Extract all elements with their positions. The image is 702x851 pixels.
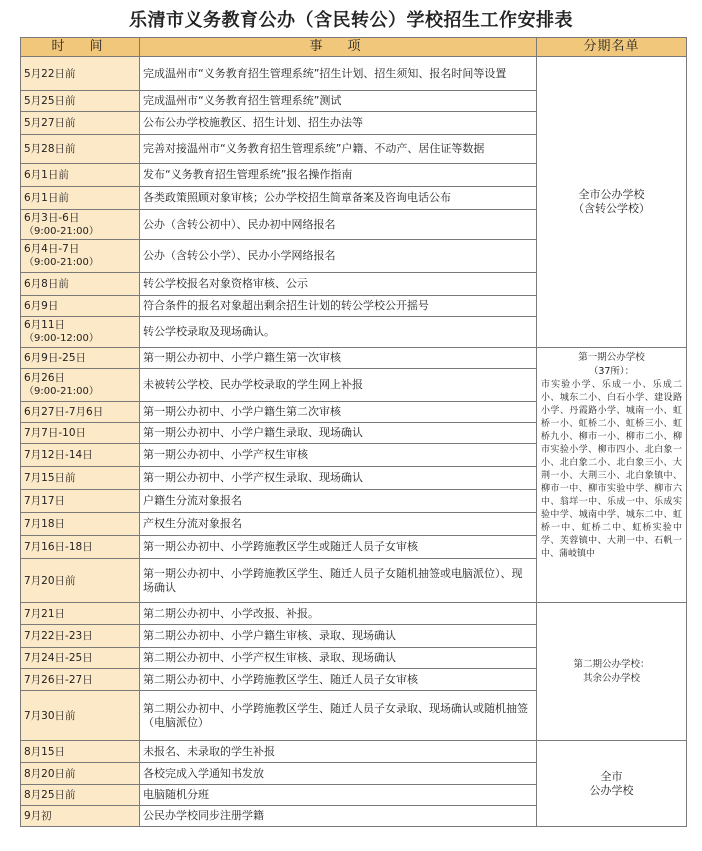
row-time: 6月9日-25日 [21, 348, 140, 369]
row-time: 7月21日 [21, 603, 140, 625]
schedule-table [20, 37, 687, 827]
row-event: 完成温州市“义务教育招生管理系统”测试 [140, 91, 537, 112]
phase-one-schools: 市实验小学、乐成一小、乐成二小、城东二小、白石小学、建设路小学、丹霞路小学、城南一小、虹桥一小、虹桥二小、虹桥三小、虹桥九小、柳市一小、柳市二小、柳市实验小学、柳市四小、北白象一小、北白象二小、北白象三小、大荆一小、大荆三小、北白象镇中、柳市一中、柳市实验中学、柳市六中、翁垟一中、乐成一中、乐成实验中学、城南中学、城东二中、虹桥一中、虹桥二中、虹桥实验中学、芙蓉镇中、大荆一中、石帆一中、蒲岐镇中 [541, 380, 682, 559]
row-time: 7月26日-27日 [21, 669, 140, 691]
row-time: 7月18日 [21, 513, 140, 536]
row-event: 公办（含转公小学）、民办小学网络报名 [140, 240, 537, 273]
row-time-date: 6月4日-7日 [24, 243, 80, 255]
row-time [21, 369, 140, 402]
header-time: 时 间 [21, 38, 140, 57]
phase-one-title: 第一期公办学校 [578, 352, 645, 363]
header-phase: 分期名单 [537, 38, 687, 57]
phase-all-city-end-line2: 公办学校 [589, 783, 634, 797]
row-event: 公民办学校同步注册学籍 [140, 806, 537, 827]
row-time-hours: （9:00-21:00） [24, 225, 99, 237]
table-row [21, 741, 687, 763]
page-title: 乐清市义务教育公办（含民转公）学校招生工作安排表 [129, 10, 573, 31]
row-time: 7月20日前 [21, 559, 140, 603]
phase-all-city-line2: （含转公学校） [573, 202, 650, 215]
row-event: 产权生分流对象报名 [140, 513, 537, 536]
row-event: 第一期公办初中、小学跨施教区学生、随迁人员子女随机抽签或电脑派位）、现场确认 [140, 559, 537, 603]
row-time [21, 210, 140, 240]
phase-all-city-end [537, 741, 687, 827]
row-time: 6月27日-7月6日 [21, 402, 140, 423]
row-event: 各类政策照顾对象审核；公办学校招生简章备案及咨询电话公布 [140, 187, 537, 210]
row-event: 公办（含转公初中）、民办初中网络报名 [140, 210, 537, 240]
row-time-hours: （9:00-21:00） [24, 257, 99, 268]
row-event: 第二期公办初中、小学跨施教区学生、随迁人员子女录取、现场确认或随机抽签（电脑派位） [140, 691, 537, 741]
row-time: 7月15日前 [21, 467, 140, 490]
row-event: 电脑随机分班 [140, 785, 537, 806]
row-time: 6月1日前 [21, 164, 140, 187]
row-event: 户籍生分流对象报名 [140, 490, 537, 513]
row-time: 8月25日前 [21, 785, 140, 806]
row-time-date: 6月11日 [24, 319, 66, 331]
row-time: 7月22日-23日 [21, 625, 140, 648]
row-time-date: 6月26日 [24, 372, 66, 384]
row-time: 5月28日前 [21, 135, 140, 164]
table-row [21, 603, 687, 625]
table-row [21, 348, 687, 369]
row-time-hours: （9:00-21:00） [24, 386, 99, 397]
phase-one [537, 348, 687, 603]
row-event: 完善对接温州市“义务教育招生管理系统”户籍、不动产、居住证等数据 [140, 135, 537, 164]
row-event: 第二期公办初中、小学跨施教区学生、随迁人员子女审核 [140, 669, 537, 691]
phase-all-city-end-line1: 全市 [600, 769, 623, 783]
phase-two [537, 603, 687, 741]
row-event: 第一期公办初中、小学户籍生录取、现场确认 [140, 423, 537, 444]
row-event: 未被转公学校、民办学校录取的学生网上补报 [140, 369, 537, 402]
row-event: 完成温州市“义务教育招生管理系统”招生计划、招生须知、报名时间等设置 [140, 57, 537, 91]
row-event: 第二期公办初中、小学产权生审核、录取、现场确认 [140, 648, 537, 669]
row-event: 第一期公办初中、小学产权生录取、现场确认 [140, 467, 537, 490]
row-event: 转公学校报名对象资格审核、公示 [140, 273, 537, 296]
phase-two-line2: 其余公办学校 [582, 672, 640, 684]
row-event: 各校完成入学通知书发放 [140, 763, 537, 785]
row-time: 7月17日 [21, 490, 140, 513]
row-event: 未报名、未录取的学生补报 [140, 741, 537, 763]
phase-one-count: （37所）： [588, 366, 635, 377]
row-time: 7月7日-10日 [21, 423, 140, 444]
row-event: 转公学校录取及现场确认。 [140, 317, 537, 348]
phase-two-line1: 第二期公办学校： [573, 658, 650, 670]
row-time: 6月8日前 [21, 273, 140, 296]
phase-all-city [537, 57, 687, 348]
table-row [21, 57, 687, 91]
row-event: 第二期公办初中、小学户籍生审核、录取、现场确认 [140, 625, 537, 648]
row-time-hours: （9:00-12:00） [24, 333, 99, 344]
row-time: 5月27日前 [21, 112, 140, 135]
row-time: 7月16日-18日 [21, 536, 140, 559]
row-event: 公布公办学校施教区、招生计划、招生办法等 [140, 112, 537, 135]
row-time-date: 6月3日-6日 [24, 211, 80, 224]
row-time: 7月12日-14日 [21, 444, 140, 467]
header-row [21, 38, 687, 57]
row-time: 8月15日 [21, 741, 140, 763]
row-event: 发布“义务教育招生管理系统”报名操作指南 [140, 164, 537, 187]
row-event: 第一期公办初中、小学户籍生第二次审核 [140, 402, 537, 423]
row-time: 5月22日前 [21, 57, 140, 91]
row-event: 第一期公办初中、小学产权生审核 [140, 444, 537, 467]
row-time: 9月初 [21, 806, 140, 827]
row-event: 第二期公办初中、小学改报、补报。 [140, 603, 537, 625]
row-event: 第一期公办初中、小学跨施教区学生或随迁人员子女审核 [140, 536, 537, 559]
row-time: 5月25日前 [21, 91, 140, 112]
row-time: 6月9日 [21, 296, 140, 317]
row-time: 7月24日-25日 [21, 648, 140, 669]
row-event: 第一期公办初中、小学户籍生第一次审核 [140, 348, 537, 369]
row-time: 8月20日前 [21, 763, 140, 785]
row-time: 6月1日前 [21, 187, 140, 210]
row-time [21, 240, 140, 273]
row-event: 符合条件的报名对象超出剩余招生计划的转公学校公开摇号 [140, 296, 537, 317]
phase-all-city-line1: 全市公办学校 [578, 188, 645, 201]
header-event: 事 项 [140, 38, 537, 57]
row-time: 7月30日前 [21, 691, 140, 741]
row-time [21, 317, 140, 348]
